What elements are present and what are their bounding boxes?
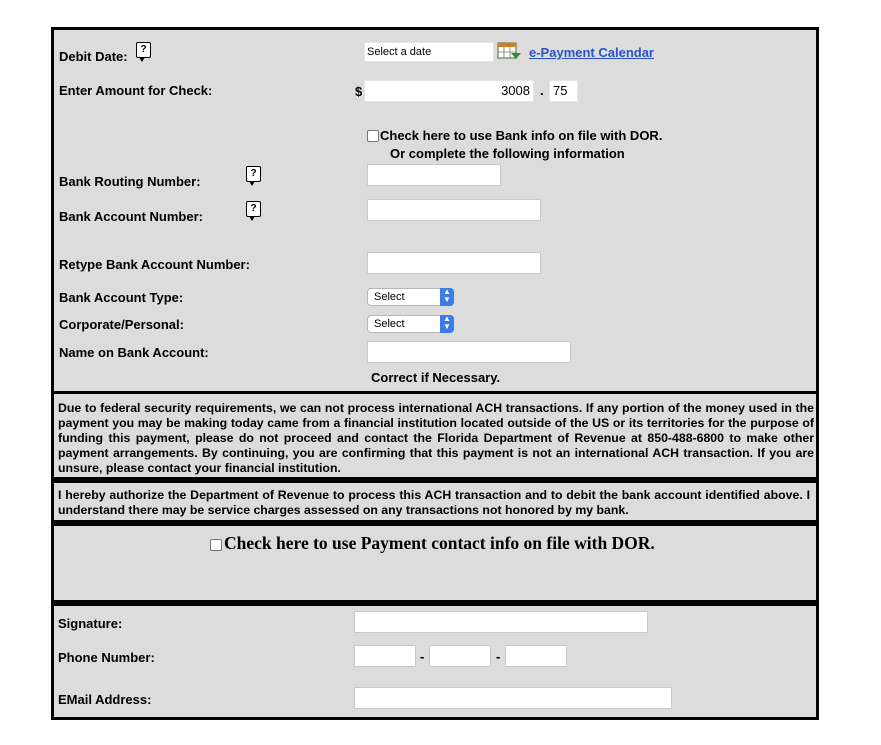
- account-number-input[interactable]: [367, 199, 541, 221]
- corporate-personal-value: Select: [374, 318, 405, 330]
- bank-on-file-label: Check here to use Bank info on file with DOR.: [380, 128, 663, 143]
- bank-on-file-checkbox[interactable]: [367, 130, 379, 142]
- help-icon[interactable]: ?: [246, 201, 261, 217]
- or-complete-label: Or complete the following information: [390, 146, 625, 161]
- debit-date-label: Debit Date:: [59, 49, 128, 64]
- debit-date-input[interactable]: Select a date: [364, 42, 494, 62]
- help-icon[interactable]: ?: [246, 166, 261, 182]
- routing-number-label: Bank Routing Number:: [59, 174, 201, 189]
- amount-label: Enter Amount for Check:: [59, 83, 213, 98]
- retype-account-input[interactable]: [367, 252, 541, 274]
- signature-input[interactable]: [354, 611, 648, 633]
- amount-dollars-input[interactable]: 3008: [364, 80, 534, 102]
- chevron-updown-icon: ▲ ▼: [440, 315, 454, 333]
- ach-notice-text: Due to federal security requirements, we can not process international ACH transactions. If any portion of the money used in the payment you may be making today came from a financial institution located outside of the US or its territories for the purpose of funding this payment, please do not proceed and contact the Florida Department of Revenue at 850-488-6800 to make other payment arrangements. By continuing, you are confirming that this payment is not an international ACH transaction. If you are unsure, please contact your financial institution.: [58, 401, 814, 475]
- contact-on-file-checkbox[interactable]: [210, 539, 222, 551]
- name-on-account-input[interactable]: [367, 341, 571, 363]
- contact-on-file-label: Check here to use Payment contact info on file with DOR.: [224, 533, 655, 553]
- routing-number-input[interactable]: [367, 164, 501, 186]
- corporate-personal-label: Corporate/Personal:: [59, 317, 184, 332]
- bank-info-section: [51, 27, 819, 394]
- amount-cents-input[interactable]: 75: [549, 80, 578, 102]
- authorization-text: I hereby authorize the Department of Revenue to process this ACH transaction and to debit the bank account identified above. I understand there may be service charges assessed on any transactions not honored by my bank.: [58, 488, 810, 517]
- decimal-point: .: [540, 83, 544, 98]
- phone-separator: -: [420, 649, 425, 664]
- corporate-personal-select[interactable]: [367, 315, 454, 333]
- signature-label: Signature:: [58, 616, 123, 631]
- phone-label: Phone Number:: [58, 650, 155, 665]
- authorization-section: [51, 480, 819, 523]
- dollar-sign: $: [355, 84, 363, 99]
- phone-line-input[interactable]: [505, 645, 567, 667]
- help-icon[interactable]: ?: [136, 42, 151, 58]
- account-number-label: Bank Account Number:: [59, 209, 203, 224]
- email-input[interactable]: [354, 687, 672, 709]
- e-payment-calendar-link[interactable]: e-Payment Calendar: [529, 45, 654, 60]
- contact-on-file-section: [51, 523, 819, 603]
- retype-account-label: Retype Bank Account Number:: [59, 257, 250, 272]
- ach-notice-section: [51, 391, 819, 480]
- correct-if-necessary-label: Correct if Necessary.: [371, 370, 501, 385]
- name-on-account-label: Name on Bank Account:: [59, 345, 209, 360]
- account-type-select[interactable]: [367, 288, 454, 306]
- phone-area-input[interactable]: [354, 645, 416, 667]
- account-type-label: Bank Account Type:: [59, 290, 184, 305]
- account-type-value: Select: [374, 291, 405, 303]
- phone-prefix-input[interactable]: [429, 645, 491, 667]
- email-label: EMail Address:: [58, 692, 152, 707]
- phone-separator: -: [496, 649, 501, 664]
- contact-details-section: [51, 603, 819, 720]
- chevron-updown-icon: ▲ ▼: [440, 288, 454, 306]
- calendar-icon[interactable]: [497, 41, 521, 61]
